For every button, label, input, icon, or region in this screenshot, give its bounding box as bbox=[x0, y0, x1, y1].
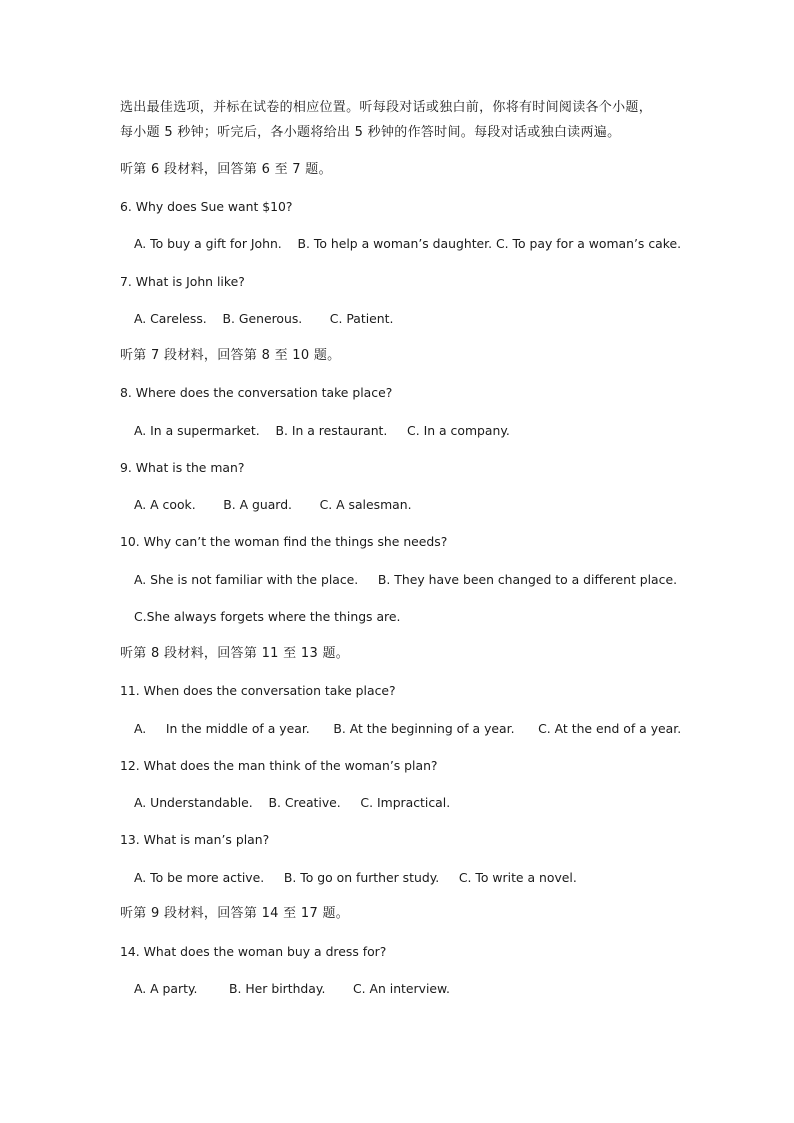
question-12-stem: 12. What does the man think of the woman’s plan? bbox=[120, 758, 438, 773]
question-10-options-line-2: C.She always forgets where the things are. bbox=[134, 609, 401, 624]
section-heading-6: 听第 6 段材料，回答第 6 至 7 题。 bbox=[120, 162, 332, 177]
question-9-options: A. A cook. B. A guard. C. A salesman. bbox=[134, 497, 412, 512]
question-6-options: A. To buy a gift for John. B. To help a woman’s daughter. C. To pay for a woman’s cake. bbox=[134, 236, 682, 251]
question-8-stem: 8. Where does the conversation take place? bbox=[120, 385, 393, 400]
instruction-line-1: 选出最佳选项，并标在试卷的相应位置。听每段对话或独白前，你将有时间阅读各个小题， bbox=[120, 100, 653, 115]
question-14-options: A. A party. B. Her birthday. C. An interview. bbox=[134, 981, 450, 996]
section-heading-7: 听第 7 段材料，回答第 8 至 10 题。 bbox=[120, 348, 341, 363]
section-heading-8: 听第 8 段材料，回答第 11 至 13 题。 bbox=[120, 646, 350, 661]
question-7-stem: 7. What is John like? bbox=[120, 274, 245, 289]
question-14-stem: 14. What does the woman buy a dress for? bbox=[120, 944, 387, 959]
question-7-options: A. Careless. B. Generous. C. Patient. bbox=[134, 311, 394, 326]
question-10-options: A. She is not familiar with the place. B. They have been changed to a different place. bbox=[134, 572, 678, 587]
question-12-options: A. Understandable. B. Creative. C. Impractical. bbox=[134, 795, 451, 810]
question-13-stem: 13. What is man’s plan? bbox=[120, 832, 270, 847]
instruction-line-2: 每小题 5 秒钟；听完后，各小题将给出 5 秒钟的作答时间。每段对话或独白读两遍。 bbox=[120, 125, 621, 140]
question-8-options: A. In a supermarket. B. In a restaurant. C. In a company. bbox=[134, 423, 510, 438]
section-heading-9: 听第 9 段材料，回答第 14 至 17 题。 bbox=[120, 906, 350, 921]
question-9-stem: 9. What is the man? bbox=[120, 460, 245, 475]
question-10-stem: 10. Why can’t the woman find the things she needs? bbox=[120, 534, 448, 549]
question-13-options: A. To be more active. B. To go on further study. C. To write a novel. bbox=[134, 870, 577, 885]
question-11-options: A. In the middle of a year. B. At the beginning of a year. C. At the end of a year. bbox=[134, 721, 682, 736]
question-6-stem: 6. Why does Sue want $10? bbox=[120, 199, 293, 214]
question-11-stem: 11. When does the conversation take place? bbox=[120, 683, 396, 698]
